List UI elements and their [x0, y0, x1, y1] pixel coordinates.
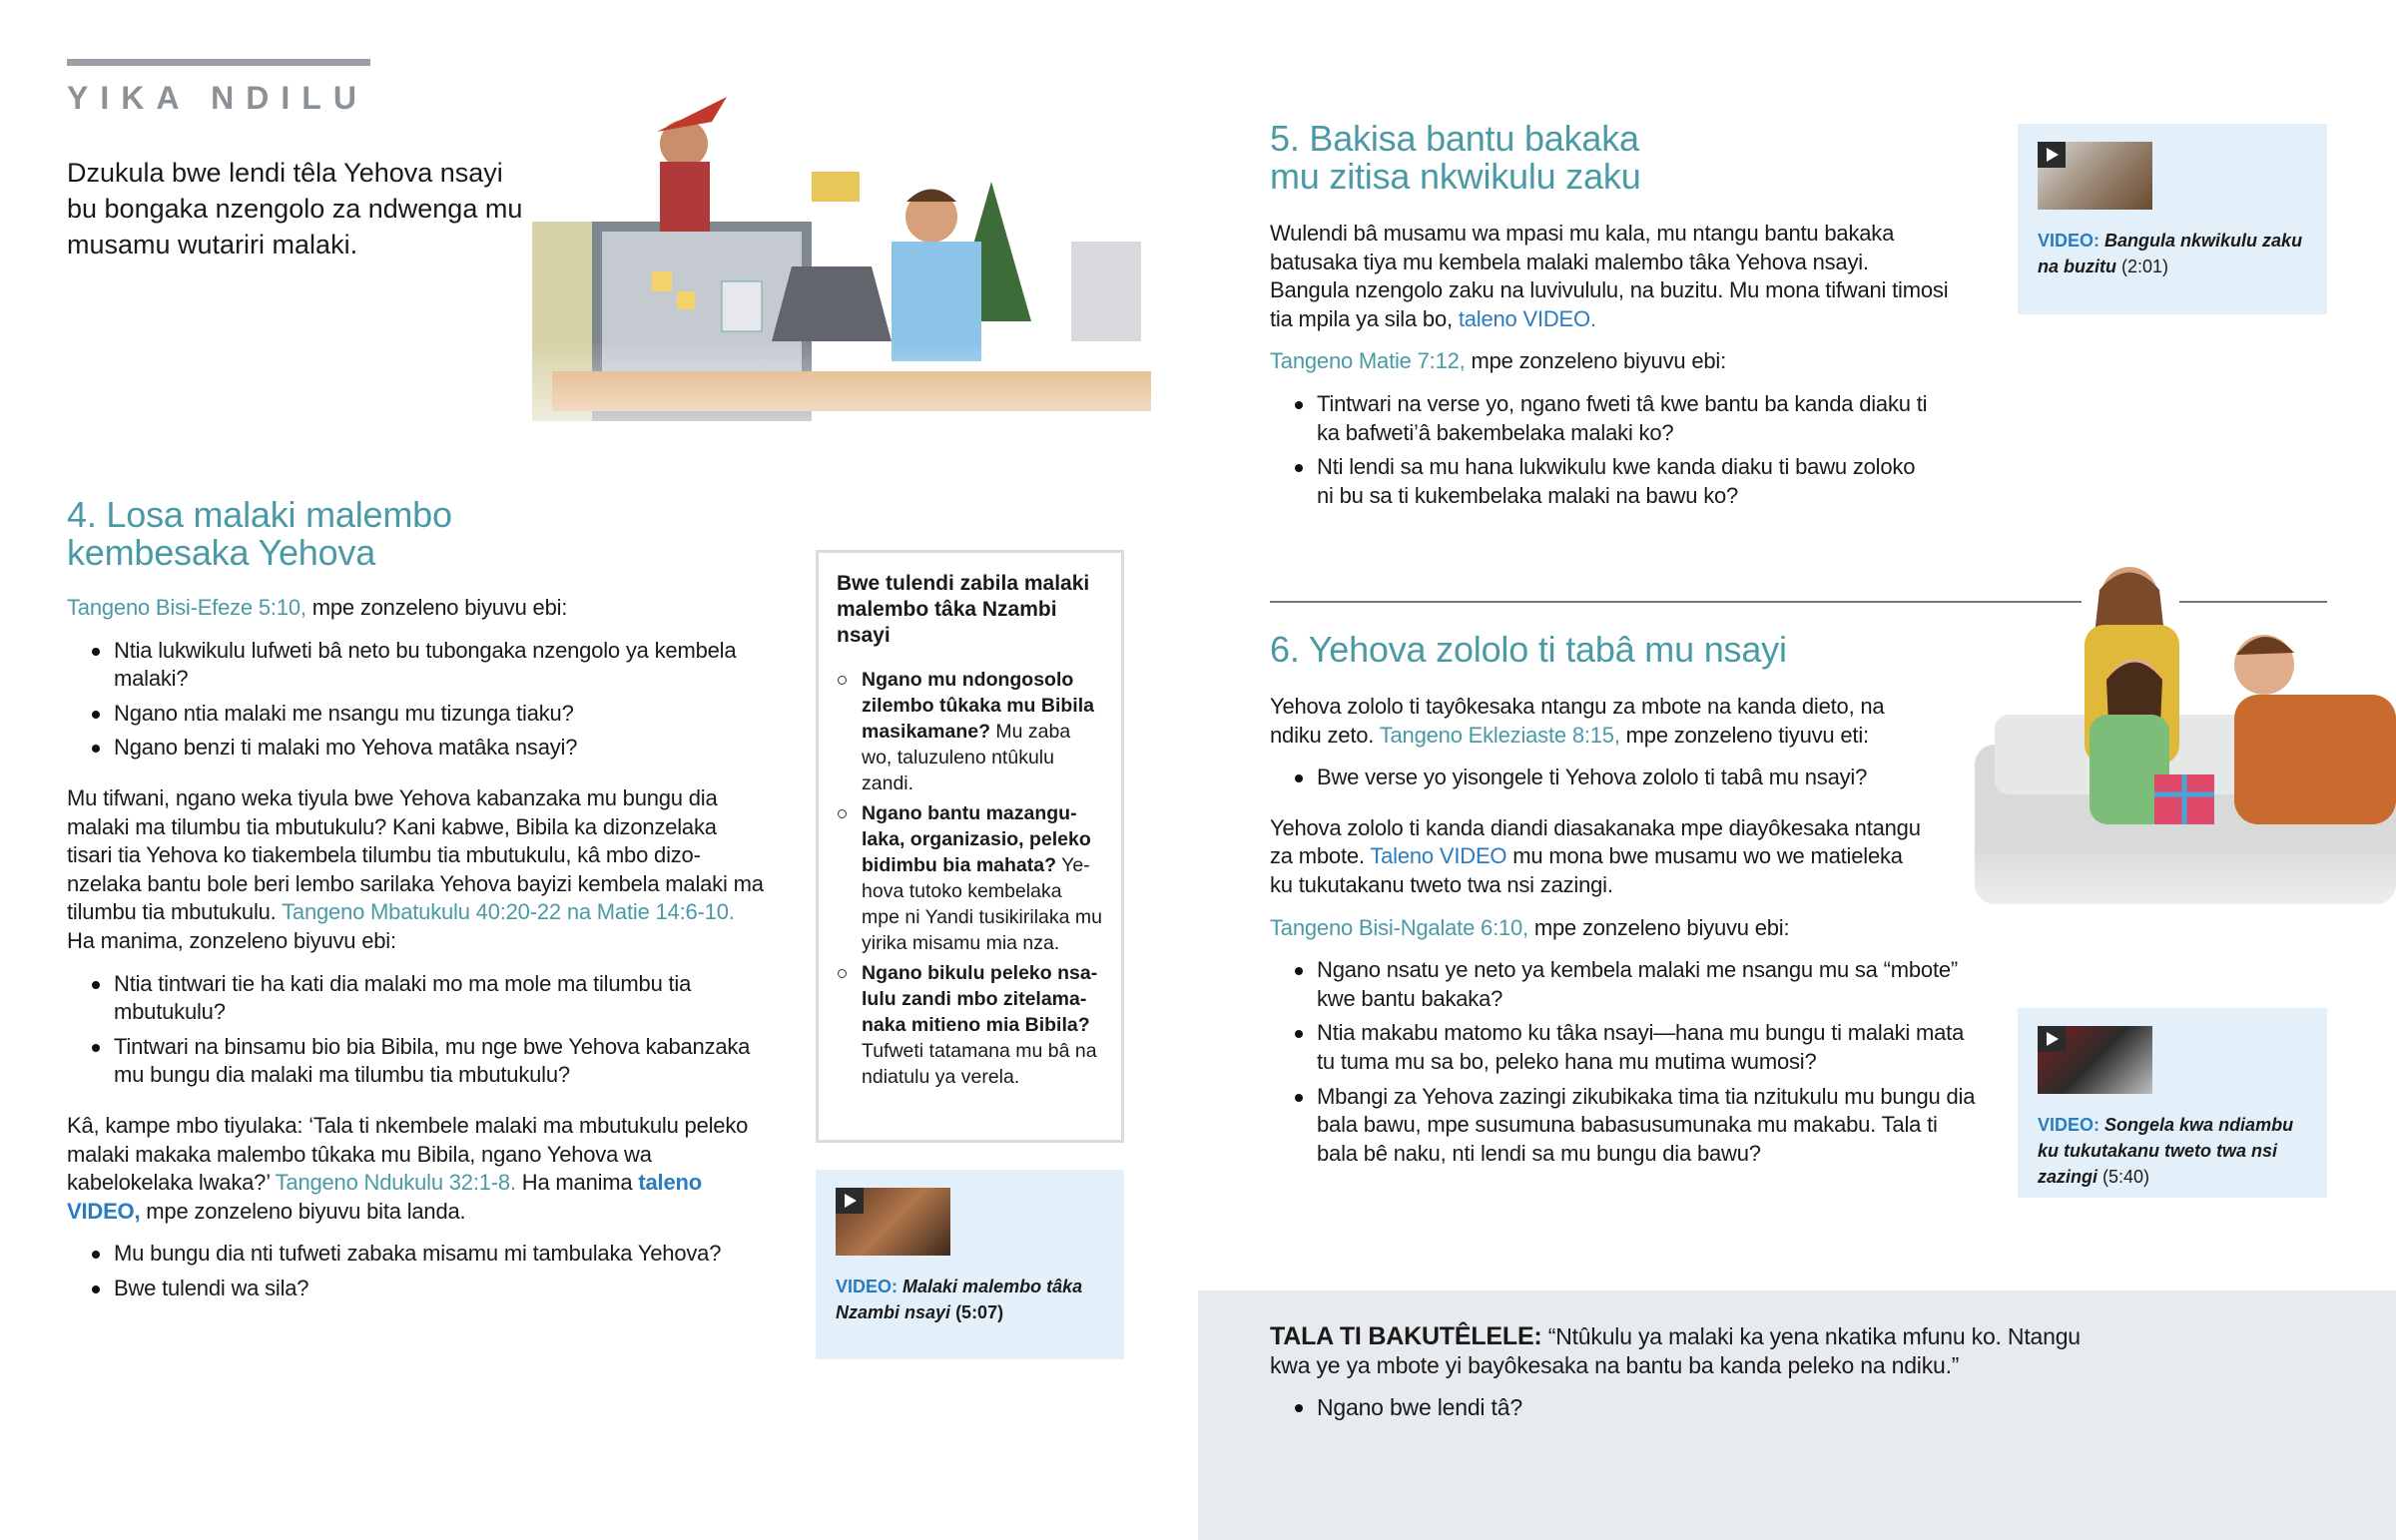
video-thumbnail[interactable] — [2038, 142, 2152, 210]
scripture-link[interactable]: Tangeno Bisi-Ngalate 6:10, — [1270, 914, 1528, 940]
question-item: Ngano bwe lendi tâ? — [1317, 1393, 2089, 1422]
question-item: Bwe verse yo yisongele ti Yehova zololo ti tabâ mu nsayi? — [1317, 764, 1969, 792]
text: Mu tifwani, ngano weka tiyula bwe Yehova kabanzaka mu bungu dia malaki ma tilumbu tia mbutukulu? Kani kabwe, Bibila ka dizonzelaka tisari tia Yehova ko tiakembela tilumbu tia mbutukulu, kâ mbo dizonzelaka bantu bole beri lembo sarilaka Yehova bayizi kembela malaki ma tilumbu tia mbutukulu. — [67, 784, 764, 925]
video-title[interactable]: Songela kwa ndiambu ku tukutakanu tweto twa nsi zazingi — [2038, 1115, 2294, 1187]
video-title[interactable]: Malaki malembo tâka Nzambi nsayi — [836, 1277, 1083, 1322]
video-link[interactable]: Taleno VIDEO — [1370, 843, 1507, 869]
text: mu mona bwe musamu wo we matieleka ku tukutakanu tweto twa nsi zazingi. — [1270, 843, 1903, 897]
sidebar-answer: Yehova tutoko kembelaka mpe ni Yandi tusikirilaka mu yirika misamu mia nza. — [862, 854, 1102, 954]
kicker: YIKA NDILU — [67, 80, 368, 116]
sidebar-item — [862, 960, 1103, 1090]
question-item: Ntia makabu matomo ku tâka nsayi—hana mu bungu ti malaki mata tu tuma mu sa bo, peleko hana mu mutima wumosi? — [1317, 1019, 1976, 1076]
sidebar-question: Ngano mu ndongosolo zilembo tûkaka mu Bibila masikamane? — [862, 669, 1094, 743]
play-icon[interactable] — [2038, 142, 2066, 168]
video-thumbnail[interactable] — [836, 1188, 950, 1256]
summary-label: TALA TI BAKUTÊLELE: — [1270, 1322, 1542, 1350]
scripture-link[interactable]: Tangeno Bisi-Efeze 5:10, — [67, 595, 306, 620]
section-6-title: 6. Yehova zololo ti tabâ mu nsayi — [1270, 629, 1787, 670]
question-item: Bwe tulendi wa sila? — [114, 1275, 766, 1303]
text: mpe zonzeleno biyuvu ebi: — [1527, 914, 1790, 940]
video-card[interactable] — [816, 1170, 1124, 1359]
sidebar-question: Ngano bantu mazangulaka, organizasio, peleko bidimbu bia mahata? — [862, 802, 1091, 876]
text: mpe zonzeleno tiyuvu eti: — [1619, 722, 1869, 748]
section-top-rule — [67, 59, 370, 66]
scripture-link[interactable]: Tangeno Ekleziaste 8:15, — [1379, 722, 1620, 748]
summary — [1270, 1322, 2089, 1444]
section-5 — [1270, 120, 1969, 532]
text: Yehova zololo ti kanda diandi diasakanaka mpe diayôkesaka ntangu za mbote. — [1270, 814, 1921, 869]
video-thumbnail[interactable] — [2038, 1026, 2152, 1094]
scripture-link[interactable]: Tangeno Matie 7:12, — [1270, 348, 1466, 374]
question-item: Nti lendi sa mu hana lukwikulu kwe kanda diaku ti bawu zoloko ni bu sa ti kukembelaka malaki na bawu ko? — [1317, 453, 1936, 510]
sidebar-answer: Mu zaba wo, taluzuleno ntûkulu zandi. — [862, 721, 1071, 794]
text: Yehova zololo ti tayôkesaka ntangu za mbote na kanda dieto, na ndiku zeto. — [1270, 694, 1885, 748]
sidebar-title: Bwe tulendi zabila malaki malembo tâka Nzambi nsayi — [837, 572, 1090, 647]
family-gift-illustration — [1975, 565, 2396, 954]
sidebar-item — [862, 800, 1103, 956]
video-link[interactable]: taleno VIDEO. — [1458, 305, 1596, 331]
sidebar-question: Ngano bikulu peleko nsalulu zandi mbo zitelamanaka mitieno mia Bibila? — [862, 962, 1098, 1036]
text: mpe zonzeleno biyuvu ebi: — [305, 595, 568, 620]
video-link[interactable]: taleno VIDEO, — [67, 1170, 702, 1224]
scripture-link[interactable]: Tangeno Mbatukulu 40:20-22 na Matie 14:6-10. — [282, 899, 735, 925]
question-item: Ngano nsatu ye neto ya kembela malaki me nsangu mu sa “mbote” kwe bantu bakaka? — [1317, 956, 1976, 1013]
video-title[interactable]: Bangula nkwikulu zaku na buzitu — [2038, 231, 2303, 276]
video-label: VIDEO: — [2038, 1115, 2100, 1135]
video-card[interactable] — [2018, 1008, 2327, 1198]
video-duration: (5:07) — [955, 1302, 1004, 1322]
video-duration: (2:01) — [2121, 257, 2169, 276]
sidebar-answer: Tufweti tatamana mu bâ na ndiatulu ya verela. — [862, 1040, 1097, 1088]
text: Ha manima — [515, 1170, 639, 1196]
office-christmas-illustration — [512, 92, 1184, 473]
section-6 — [1270, 629, 1976, 1190]
text: mpe zonzeleno biyuvu bita landa. — [140, 1198, 466, 1224]
question-item: Tintwari na binsamu bio bia Bibila, mu nge bwe Yehova kabanzaka mu bungu dia malaki ma tilumbu tia mbutukulu? — [114, 1033, 766, 1090]
question-item: Ntia lukwikulu lufweti bâ neto bu tubongaka nzengolo ya kembela malaki? — [114, 637, 766, 694]
divider — [1270, 601, 2082, 603]
text: Wulendi bâ musamu wa mpasi mu kala, mu ntangu bantu bakaka batusaka tiya mu kembela malaki malembo tâka Yehova nsayi. Bangula nzengolo zaku na luvivululu, na buzitu. Mu mona tifwani timosi tia mpila ya sila bo, — [1270, 221, 1949, 331]
question-item: Ntia tintwari tie ha kati dia malaki mo ma mole ma tilumbu tia mbutukulu? — [114, 970, 766, 1027]
section-5-title: 5. Bakisa bantu bakaka mu zitisa nkwikulu zaku — [1270, 118, 1641, 197]
video-label: VIDEO: — [836, 1277, 898, 1296]
section-4 — [67, 496, 766, 1324]
question-item: Ngano ntia malaki me nsangu mu tizunga tiaku? — [114, 700, 766, 729]
summary-text: “Ntûkulu ya malaki ka yena nkatika mfunu ko. Ntangu kwa ye ya mbote yi bayôkesaka na bantu ba kanda peleko na ndiku.” — [1270, 1323, 2081, 1378]
scripture-link[interactable]: Tangeno Ndukulu 32:1-8. — [275, 1170, 516, 1196]
question-item: Mbangi za Yehova zazingi zikubikaka tima tia nzitukulu mu bungu dia bala bawu, mpe susumuna babasusumunaka mu makabu. Tala ti bala bê naku, nti lendi sa mu bungu dia bawu? — [1317, 1083, 1976, 1169]
play-icon[interactable] — [836, 1188, 864, 1214]
text: Ha manima, zonzeleno biyuvu ebi: — [67, 927, 396, 953]
question-item: Tintwari na verse yo, ngano fweti tâ kwe bantu ba kanda diaku ti ka bafweti’â bakembelaka malaki ko? — [1317, 390, 1936, 447]
video-card[interactable] — [2018, 124, 2327, 314]
text: Kâ, kampe mbo tiyulaka: ‘Tala ti nkembele malaki ma mbutukulu peleko malaki makaka malembo tûkaka mu Bibila, ngano Yehova wa kabelokelaka lwaka?’ — [67, 1112, 749, 1196]
tips-sidebar — [816, 550, 1124, 1143]
video-label: VIDEO: — [2038, 231, 2100, 251]
question-item: Mu bungu dia nti tufweti zabaka misamu mi tambulaka Yehova? — [114, 1240, 766, 1269]
intro-text: Dzukula bwe lendi têla Yehova nsayi bu bongaka nzengolo za ndwenga mu musamu wutariri malaki. — [67, 158, 523, 259]
play-icon[interactable] — [2038, 1026, 2066, 1052]
sidebar-item — [862, 667, 1103, 796]
section-4-title: 4. Losa malaki malembo kembesaka Yehova — [67, 494, 452, 573]
question-item: Ngano benzi ti malaki mo Yehova matâka nsayi? — [114, 734, 766, 763]
video-duration: (5:40) — [2102, 1167, 2150, 1187]
text: mpe zonzeleno biyuvu ebi: — [1465, 348, 1726, 374]
summary-box — [1198, 1290, 2396, 1540]
